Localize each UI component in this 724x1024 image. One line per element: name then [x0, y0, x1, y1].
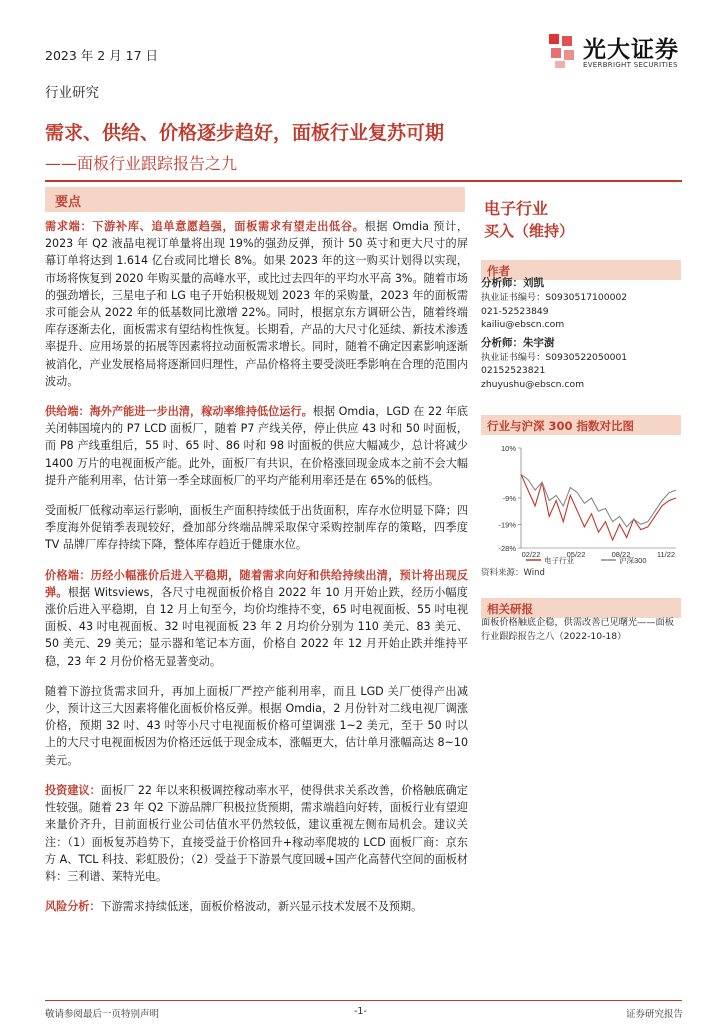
paragraph-text: 下游需求持续低迷，面板价格波动，新兴显示技术发展不及预期。 [100, 900, 423, 914]
x-tick-label: 11/22 [656, 550, 676, 559]
summary-heading-bar [45, 187, 465, 212]
paragraph-lead: 投资建议： [45, 783, 101, 797]
paragraph-text: 面板厂 22 年以来积极调控稼动率水平，使得供求关系改善，价格触底确定性较强。随着 23 年 Q2 下游品牌厂积极拉货预期，需求端趋向好转，面板行业有望迎来量价齐升，目前面板行业公司估值水平仍然较低，建议重视左侧布局机会。建议关注：（1）面板复苏趋势下，直接受益于价格回升+稼动率爬坡的 LCD 面板厂商：京东方 A、TCL 科技、彩虹股份；（2）受益于下游景气度回暖+国产化高替代空间的面板材料：三利谱、莱特光电。 [45, 783, 468, 883]
page-number: -1- [354, 1006, 367, 1017]
analyst-block [481, 276, 681, 332]
analyst-email[interactable]: kailiu@ebscn.com [481, 319, 565, 331]
related-heading: 相关研报 [487, 602, 533, 616]
report-subtitle: ——面板行业跟踪报告之九 [45, 154, 238, 173]
x-tick-label: 02/22 [521, 550, 541, 559]
paragraph-lead: 供给端：海外产能进一步出清，稼动率维持低位运行。 [45, 405, 313, 419]
report-date: 2023 年 2 月 17 日 [45, 48, 159, 63]
summary-body [45, 218, 468, 928]
paragraph-inventory [45, 502, 468, 554]
logo-text: 光大证券 [583, 37, 679, 63]
footer-divider [45, 1000, 682, 1001]
legend-label: 电子行业 [544, 556, 574, 565]
paragraph-lead: 价格端：历经小幅涨价后进入平稳期，随着需求向好和供给持续出清，预计将出现反弹。 [45, 568, 468, 599]
analyst-list [481, 276, 681, 392]
related-report[interactable]: 面板价格触底企稳，供需改善已见曙光——面板行业跟踪报告之八（2022-10-18） [481, 617, 674, 642]
industry-label: 电子行业 [484, 199, 549, 218]
y-tick-label: 10% [500, 444, 516, 453]
analyst-name: 刘凯 [523, 277, 544, 289]
paragraph-investment [45, 782, 468, 885]
analyst-label: 分析师： [481, 277, 523, 289]
comparison-chart [481, 440, 681, 580]
paragraph-lead: 需求端：下游补库、追单意愿趋强，面板需求有望走出低谷。 [45, 220, 365, 233]
paragraph-text: 根据 Omdia 预计，2023 年 Q2 液晶电视订单量将出现 19%的强劲反弹，预计 50 英寸和更大尺寸的屏幕订单将达到 1.614 亿台或同比增长 8%。如果 2023 年的这一购买计划得以实现，市场将恢复到 2020 年购买量的高峰水平，或比过去四年的平均水平高 3%。随着市场的强劲增长，三星电子和 LG 电子开始积极规划 2023 年的采购量，2023 年的面板需求可能会从 2022 年的低基数同比激增 22%。同时，根据京东方调研公告，随着终端库存逐渐去化，面板需求有望结构性恢复。长期看，产品的大尺寸化延续、新技术渗透率提升、应用场景的拓展等因素将拉动面板需求增长。同时，随着不确定因素影响逐渐被消化，产业发展格局将逐渐回归理性，产品价格将主要受淡旺季影响在合理的范围内波动。 [45, 220, 468, 388]
paragraph-rebound [45, 683, 468, 769]
brand-logo [545, 28, 695, 78]
chart-heading: 行业与沪深 300 指数对比图 [487, 419, 635, 433]
chart-source: 资料来源：Wind [481, 568, 545, 578]
paragraph-demand [45, 218, 468, 390]
title-divider [45, 180, 682, 182]
analyst-license: 执业证书编号：S0930522050001 [481, 351, 628, 363]
footer-disclaimer: 敬请参阅最后一页特别声明 [45, 1009, 160, 1020]
logo-mark-icon [545, 30, 579, 70]
analyst-name: 朱宇澍 [523, 336, 555, 349]
y-tick-label: -28% [498, 544, 516, 553]
series-line-industry [521, 474, 676, 540]
x-tick-label: 05/22 [566, 550, 586, 559]
paragraph-supply [45, 403, 468, 489]
analyst-license: 执业证书编号：S0930517100002 [481, 292, 628, 303]
analyst-phone: 021-52523849 [481, 305, 549, 317]
analyst-phone: 02152523821 [481, 365, 546, 377]
y-tick-label: -9% [502, 494, 516, 503]
report-category: 行业研究 [45, 85, 99, 101]
analyst-email[interactable]: zhuyushu@ebscn.com [481, 378, 585, 390]
logo-subtext: EVERBRIGHT SECURITIES [583, 61, 678, 69]
paragraph-text: 随着下游拉货需求回升，再加上面板厂严控产能利用率，而且 LGD 关厂使得产出减少，预计这三大因素将催化面板价格反弹。根据 Omdia，2 月份针对二线电视厂调涨价格，预期 32 吋、43 吋等小尺寸电视面板价格可望调涨 1~2 美元，至于 50 吋以上的大尺寸电视面板因为价格还远低于现金成本，涨幅更大，估计单月涨幅高达 8~10 美元。 [45, 684, 468, 767]
paragraph-risk [45, 898, 468, 915]
x-tick-label: 08/22 [611, 550, 631, 559]
y-tick-label: -19% [498, 520, 516, 530]
paragraph-price [45, 567, 468, 670]
legend-label: 沪深300 [619, 556, 647, 565]
analyst-label: 分析师： [481, 336, 523, 349]
paragraph-text: 根据 Omdia，LGD 在 22 年底关闭韩国境内的 P7 LCD 面板厂，随着 P7 产线关停，停止供应 43 吋和 50 吋面板，而 P8 产线重组后，55 吋、65 吋、86 吋和 98 吋面板的供应大幅减少，总计将减少 1400 万片的电视面板产能。此外，面板厂有共识，在价格涨回现金成本之前不会大幅提升产能利用率，估计第一季全球面板厂的平均产能利用率还是在 65%的低档。 [45, 405, 468, 487]
chart-heading-bar [481, 415, 681, 435]
summary-heading: 要点 [55, 195, 82, 210]
analyst-block [481, 336, 681, 392]
report-title: 需求、供给、价格逐步趋好，面板行业复苏可期 [45, 122, 445, 144]
rating-label: 买入（维持） [484, 222, 575, 240]
related-heading-bar [481, 598, 681, 618]
author-heading: 作者 [487, 264, 510, 278]
paragraph-text: 受面板厂低稼动率运行影响，面板生产面积持续低于出货面积，库存水位明显下降；四季度海外促销季表现较好，叠加部分终端品牌采取保守采购控制库存的策略，四季度 TV 品牌厂库存持续下降，整体库存趋近于健康水位。 [45, 504, 468, 552]
paragraph-lead: 风险分析： [45, 900, 101, 914]
paragraph-text: 根据 Witsviews，各尺寸电视面板价格自 2022 年 10 月开始止跌，经历小幅度涨价后进入平稳期，自 12 月上旬至今，均价均维持不变，65 吋电视面板、55 吋电视面板、43 吋电视面板、32 吋电视面板 23 年 2 月均价分别为 110 美元、83 美元、50 美元、29 美元；显示器和笔记本方面，价格自 2022 年 12 月开始止跌并维持平稳，23 年 2 月份价格无显著变动。 [45, 585, 468, 668]
footer-report-type: 证券研究报告 [626, 1009, 684, 1020]
